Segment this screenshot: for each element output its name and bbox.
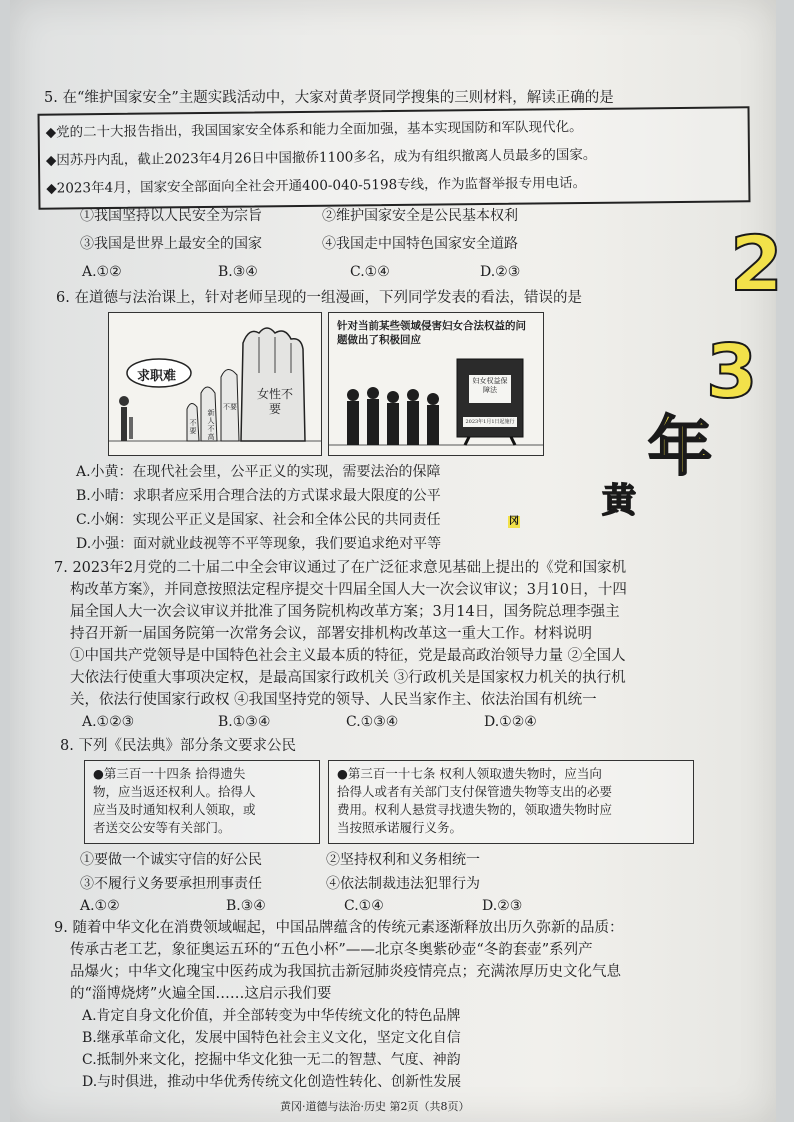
q7-line-3: 届全国人大一次会议审议并批准了国务院机构改革方案；3月14日，国务院总理李强主 xyxy=(70,604,620,620)
q6-choice-d[interactable]: D.小强：面对就业歧视等不平等现象，我们要追求绝对平等 xyxy=(76,536,442,552)
q8-clause-317 xyxy=(328,760,694,844)
q9-choice-d[interactable]: D.与时俱进，推动中华优秀传统文化创造性转化、创新性发展 xyxy=(82,1074,462,1090)
q6-stem: 6. 在道德与法治课上，针对老师呈现的一组漫画，下列同学发表的看法，错误的是 xyxy=(56,290,582,306)
q7-choice-a[interactable]: A.①②③ xyxy=(82,714,135,730)
q9-line-3: 品爆火；中华文化瑰宝中医药成为我国抗击新冠肺炎疫情亮点；充满浓厚历史文化气息 xyxy=(70,964,621,980)
q8-statement-4: ④依法制裁违法犯罪行为 xyxy=(326,876,480,892)
q7-line-7: 关，依法行使国家行政权 ④我国坚持党的领导、人民当家作主、依法治国有机统一 xyxy=(70,692,597,708)
q7-choice-c[interactable]: C.①③④ xyxy=(346,714,399,730)
q9-choice-b[interactable]: B.继承革命文化，发展中国特色社会主义文化，坚定文化自信 xyxy=(82,1030,461,1046)
q9-line-1: 9. 随着中华文化在消费领域崛起，中国品牌蕴含的传统元素逐渐释放出历久弥新的品质： xyxy=(54,920,624,936)
q5-statement-1: ①我国坚持以人民安全为宗旨 xyxy=(80,208,262,224)
cartoon-hand-text-1: 女性不要 xyxy=(256,387,293,416)
q9-line-4: 的“淄博烧烤”火遍全国……这启示我们要 xyxy=(70,986,332,1002)
q8-choice-d[interactable]: D.②③ xyxy=(482,898,523,914)
q5-choice-b[interactable]: B.③④ xyxy=(218,264,258,280)
q7-choice-b[interactable]: B.①③④ xyxy=(218,714,271,730)
clause-317-line-2: 拾得人或者有关部门支付保管遗失物等支出的必要 xyxy=(337,784,613,799)
q9-line-2: 传承古老工艺，象征奥运五环的“五色小杯”——北京冬奥紫砂壶“冬韵套壶”系列产 xyxy=(70,942,593,958)
clause-317-line-4: 当按照承诺履行义务。 xyxy=(337,820,463,835)
q5-stem: 5. 在“维护国家安全”主题实践活动中，大家对黄孝贤同学搜集的三则材料，解读正确的是 xyxy=(44,90,614,106)
clause-314-line-2: 物，应当返还权利人。拾得人 xyxy=(93,784,256,799)
q5-materials-box xyxy=(38,106,751,209)
q7-line-4: 持召开新一届国务院第一次常务会议，部署安排机构改革这一重大工作。材料说明 xyxy=(70,626,592,642)
q7-line-6: 大依法行使重大事项决定权，是最高国家行政机关 ③行政机关是国家权力机关的执行机 xyxy=(70,670,626,686)
q8-stem: 8. 下列《民法典》部分条文要求公民 xyxy=(60,738,296,754)
q5-choice-a[interactable]: A.①② xyxy=(82,264,122,280)
clause-317-line-3: 费用。权利人悬赏寻找遗失物的，领取遗失物时应 xyxy=(337,802,613,817)
overlay-digit-3: 3 xyxy=(706,329,758,415)
cartoon-bubble-text: 求职难 xyxy=(137,369,177,384)
exam-page xyxy=(10,0,783,1122)
overlay-char-huang: 黄 xyxy=(602,481,636,521)
q5-material-2: ◆因苏丹内乱，截止2023年4月26日中国撤侨1100多名，成为有组织撤离人员最多的国家。 xyxy=(45,146,597,169)
cartoon-book-title: 妇女权益保障法 xyxy=(472,377,508,394)
q5-statement-3: ③我国是世界上最安全的国家 xyxy=(80,236,262,252)
cartoon-book-date: 2023年1月1日起施行 xyxy=(465,419,515,425)
clause-314-line-4: 者送交公安等有关部门。 xyxy=(93,820,231,835)
q8-choice-a[interactable]: A.①② xyxy=(80,898,120,914)
q5-choice-c[interactable]: C.①④ xyxy=(350,264,390,280)
q8-choice-c[interactable]: C.①④ xyxy=(344,898,384,914)
q5-material-1: ◆党的二十大报告指出，我国国家安全体系和能力全面加强，基本实现国防和军队现代化。 xyxy=(45,119,583,141)
q6-choice-b[interactable]: B.小晴：求职者应采用合理合法的方式谋求最大限度的公平 xyxy=(76,488,441,504)
q6-choice-a[interactable]: A.小黄：在现代社会里，公平正义的实现，需要法治的保障 xyxy=(76,464,441,480)
q7-line-2: 构改革方案》，并同意按照法定程序提交十四届全国人大一次会议审议；3月10日，十四 xyxy=(70,582,627,598)
q8-statement-2: ②坚持权利和义务相统一 xyxy=(326,852,480,868)
cartoon-hand-text-3: 不要 xyxy=(189,419,197,435)
q9-choice-a[interactable]: A.肯定自身文化价值，并全部转变为中华传统文化的特色品牌 xyxy=(82,1008,461,1024)
q8-choice-b[interactable]: B.③④ xyxy=(226,898,266,914)
q7-choice-d[interactable]: D.①②④ xyxy=(484,714,537,730)
q8-statement-3: ③不履行义务要承担刑事责任 xyxy=(80,876,262,892)
q7-line-1: 7. 2023年2月党的二十届二中全会审议通过了在广泛征求意见基础上提出的《党和国家机 xyxy=(54,560,627,576)
cartoon-right-caption: 针对当前某些领域侵害妇女合法权益的问题做出了积极回应 xyxy=(337,320,526,346)
q7-line-5: ①中国共产党领导是中国特色社会主义最本质的特征，党是最高政治领导力量 ②全国人 xyxy=(70,648,626,664)
overlay-digit-2: 2 xyxy=(730,219,783,308)
cartoon-hand-text-4: 不要 xyxy=(223,403,237,411)
clause-314-line-1: ●第三百一十四条 拾得遗失 xyxy=(93,766,246,781)
overlay-char-nian: 年 xyxy=(648,411,712,485)
page-footer: 黄冈·道德与法治·历史 第2页（共8页） xyxy=(280,1100,470,1113)
q8-clause-314 xyxy=(84,760,320,844)
q5-statement-4: ④我国走中国特色国家安全道路 xyxy=(322,236,518,252)
q8-statement-1: ①要做一个诚实守信的好公民 xyxy=(80,852,262,868)
cartoon-right xyxy=(328,312,544,456)
q9-choice-c[interactable]: C.抵制外来文化，挖掘中华文化独一无二的智慧、气度、神韵 xyxy=(82,1052,461,1068)
cartoon-left xyxy=(108,312,322,456)
q5-choice-d[interactable]: D.②③ xyxy=(480,264,521,280)
overlay-char-small: 冈 xyxy=(509,516,519,527)
clause-317-line-1: ●第三百一十七条 权利人领取遗失物时，应当向 xyxy=(337,766,602,781)
q5-material-3: ◆2023年4月，国家安全部面向全社会开通400-040-5198专线，作为监督举报专用电话。 xyxy=(46,174,587,197)
q5-statement-2: ②维护国家安全是公民基本权利 xyxy=(322,208,518,224)
clause-314-line-3: 应当及时通知权利人领取，或 xyxy=(93,802,256,817)
q6-choice-c[interactable]: C.小娴：实现公平正义是国家、社会和全体公民的共同责任 xyxy=(76,512,441,528)
cartoon-hand-text-2: 新人不高 xyxy=(207,409,215,441)
